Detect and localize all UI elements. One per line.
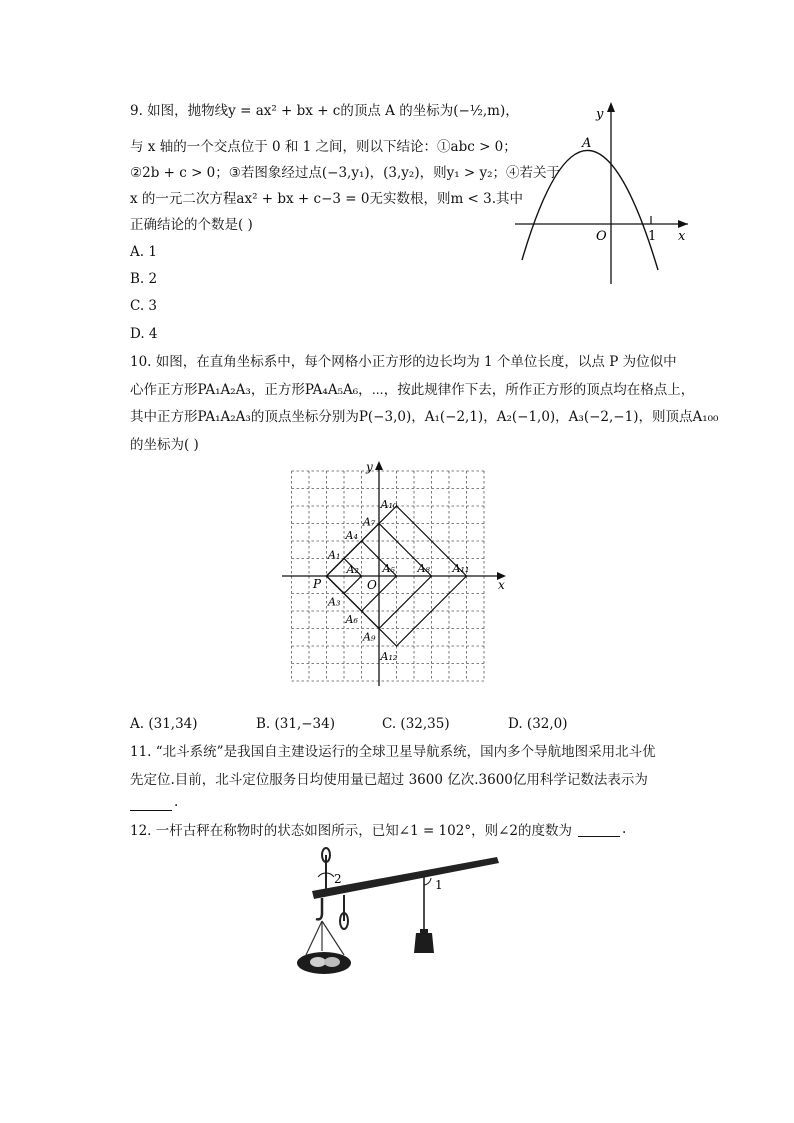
q10-line-3: 其中正方形PA₁A₂A₃的顶点坐标分别为P(−3,0)，A₁(−2,1)，A₂(−1,0)，A₃(−2,−1)，则顶点A₁₀₀	[130, 409, 719, 425]
q9-parabola-curve	[522, 150, 658, 270]
q10-vertex-label-12: A₁₂	[380, 650, 398, 663]
q9-x-label: x	[678, 229, 686, 244]
q10-line-4: 的坐标为( )	[130, 437, 199, 453]
q12-pan-item-left	[310, 957, 326, 967]
q9-origin-label: O	[596, 229, 607, 244]
q10-vertex-label-10: A₁₀	[380, 498, 398, 511]
q10-vertex-label-7: A₇	[363, 515, 376, 529]
q12-weight-icon	[414, 933, 434, 953]
q12-line: 12. 一杆古秤在称物时的状态如图所示，已知∠1 = 102°，则∠2的度数为	[130, 823, 572, 839]
q10-vertex-label-8: A₈	[417, 562, 430, 575]
q12-angle1-label: 1	[435, 878, 443, 892]
q9-y-arrow-icon	[607, 102, 615, 112]
q11-blank-tail: .	[174, 794, 179, 810]
q11-line-1: 11. “北斗系统”是我国自主建设运行的全球卫星导航系统，国内多个导航地图采用北斗优	[130, 744, 656, 760]
q9-vertex-label: A	[582, 136, 592, 151]
q10-y-arrow-icon	[375, 461, 383, 470]
q10-vertex-label-4: A₄	[345, 529, 358, 542]
q10-y-label: y	[366, 460, 373, 474]
q12-hook-icon	[316, 898, 322, 919]
q9-y-label: y	[596, 107, 604, 122]
q12-angle1-arc	[424, 878, 431, 885]
q10-x-label: x	[498, 578, 505, 592]
q10-line-1: 10. 如图，在直角坐标系中，每个网格小正方形的边长均为 1 个单位长度，以点 P 为位似中	[130, 354, 677, 370]
q12-blank-tail: .	[622, 821, 627, 837]
q9-line-5: 正确结论的个数是( )	[130, 217, 253, 233]
q9-option-d: D. 4	[130, 326, 158, 342]
q9-tick-label: 1	[648, 229, 657, 244]
q9-option-b: B. 2	[130, 271, 158, 287]
q9-line-4: x 的一元二次方程ax² + bx + c−3 = 0无实数根，则m < 3.其中	[130, 191, 524, 207]
q10-line-2: 心作正方形PA₁A₂A₃，正方形PA₄A₅A₆，⋯，按此规律作下去，所作正方形的顶点均在格点上，	[130, 382, 695, 398]
q9-option-c: C. 3	[130, 298, 158, 314]
q10-vertex-labels	[327, 498, 469, 663]
q9-option-a: A. 1	[130, 244, 157, 260]
q10-vertex-label-11: A₁₁	[452, 562, 470, 575]
q9-parabola-figure	[510, 98, 710, 288]
q10-option-c: C. (32,35)	[382, 716, 450, 732]
q10-grid-figure	[278, 458, 514, 688]
q11-answer-blank[interactable]	[130, 800, 172, 811]
q10-vertex-label-2: A₂	[346, 563, 359, 576]
q10-option-b: B. (31,−34)	[256, 716, 335, 732]
q10-p-label: P	[313, 577, 322, 591]
q12-pan-item-right	[324, 957, 340, 967]
q10-vertex-label-5: A₅	[382, 562, 395, 575]
q10-vertex-label-1: A₁	[328, 548, 341, 562]
q9-line-2: 与 x 轴的一个交点位于 0 和 1 之间，则以下结论：①abc > 0；	[130, 139, 517, 155]
q12-answer-blank[interactable]	[578, 826, 620, 837]
q10-vertex-label-6: A₆	[345, 613, 358, 626]
q10-origin-label: O	[367, 578, 377, 592]
q12-steelyard-figure	[292, 843, 508, 978]
q11-line-2: 先定位.目前，北斗定位服务日均使用量已超过 3600 亿次.3600亿用科学记数法表示为	[130, 772, 648, 788]
q10-option-a: A. (31,34)	[130, 716, 198, 732]
q12-weight-top	[420, 929, 428, 934]
q10-vertex-label-9: A₉	[363, 630, 376, 644]
q9-x-arrow-icon	[678, 220, 688, 228]
q10-option-d: D. (32,0)	[508, 716, 568, 732]
q12-angle2-label: 2	[334, 872, 342, 886]
q9-line-1: 9. 如图，抛物线y = ax² + bx + c的顶点 A 的坐标为(−½,m)，	[130, 103, 519, 119]
q12-pan-string-left	[306, 921, 322, 955]
q10-vertex-label-3: A₃	[328, 595, 341, 609]
q9-line-3: ②2b + c > 0；③若图象经过点(−3,y₁)，(3,y₂)，则y₁ > y₂；④若关于	[130, 165, 561, 181]
